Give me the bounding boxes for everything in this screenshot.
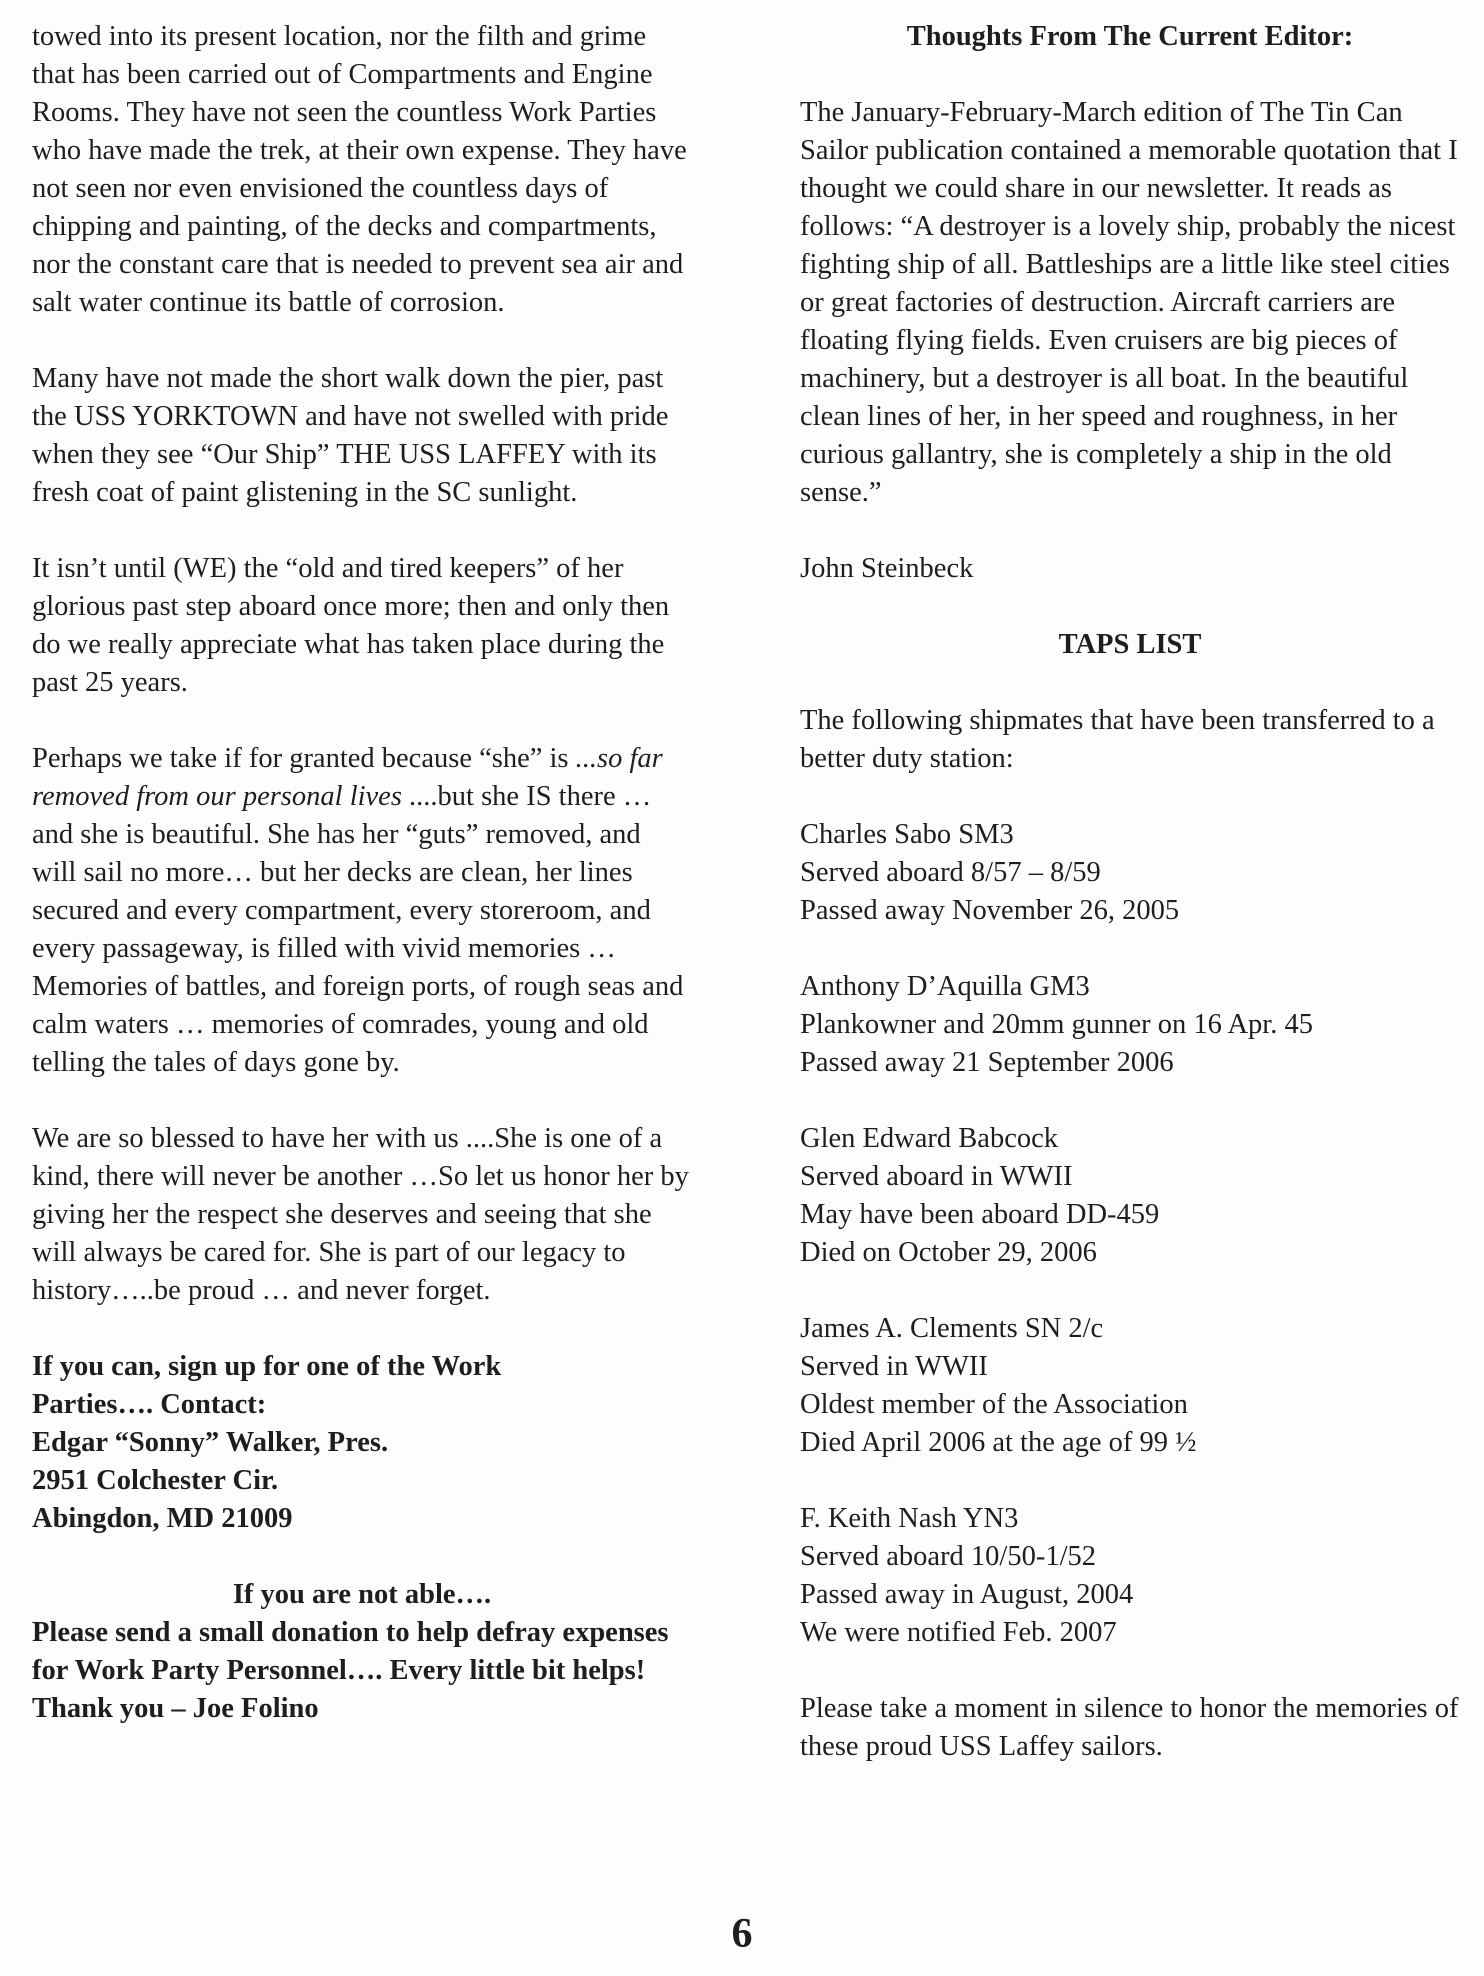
taps-heading: TAPS LIST xyxy=(1058,629,1202,660)
taps-entry-line: Passed away 21 September 2006 xyxy=(800,1047,1174,1078)
taps-entry-line: Passed away in August, 2004 xyxy=(800,1579,1134,1610)
taps-entry-line: Plankowner and 20mm gunner on 16 Apr. 45 xyxy=(800,1009,1313,1040)
taps-entry xyxy=(800,968,1460,1082)
taps-entry-line: Served in WWII xyxy=(800,1351,988,1382)
contact-line: 2951 Colchester Cir. xyxy=(32,1465,279,1496)
paragraph-keepers: It isn’t until (WE) the “old and tired keepers” of her glorious past step aboard once more; then and only then do we really appreciate what has taken place during the past 25 years. xyxy=(32,553,670,698)
taps-entry xyxy=(800,1310,1460,1462)
page-number: 6 xyxy=(731,1911,753,1957)
taps-entry xyxy=(800,816,1460,930)
donation-text: Please send a small donation to help defray expenses for Work Party Personnel…. Every little bit helps! Thank you – Joe Folino xyxy=(32,1617,695,1724)
taps-entry-line: Anthony D’Aquilla GM3 xyxy=(800,971,1090,1002)
donation-heading: If you are not able…. xyxy=(232,1579,492,1610)
closing-paragraph: Please take a moment in silence to honor the memories of these proud USS Laffey sailors. xyxy=(800,1693,1459,1762)
contact-line: Abingdon, MD 21009 xyxy=(32,1503,293,1534)
taps-entry xyxy=(800,1120,1460,1272)
taps-entry-line: Died on October 29, 2006 xyxy=(800,1237,1097,1268)
paragraph-granted-end: ....but she IS there … and she is beautiful. She has her “guts” removed, and will sail no more… but her decks are clean, her lines secured and every compartment, every storeroom, and every passageway, is filled with vivid memories … Memories of battles, and foreign ports, of rough seas and calm waters … memories of comrades, young and old telling the tales of days gone by. xyxy=(32,781,684,1078)
left-column xyxy=(32,18,695,1728)
contact-line: Edgar “Sonny” Walker, Pres. xyxy=(32,1427,389,1458)
contact-line: If you can, sign up for one of the Work xyxy=(32,1351,502,1382)
taps-intro: The following shipmates that have been transferred to a better duty station: xyxy=(800,705,1435,774)
taps-entry-line: James A. Clements SN 2/c xyxy=(800,1313,1104,1344)
taps-entry-line: Died April 2006 at the age of 99 ½ xyxy=(800,1427,1197,1458)
taps-entry-line: Glen Edward Babcock xyxy=(800,1123,1058,1154)
right-column xyxy=(800,18,1460,1766)
taps-entry-line: Served aboard 10/50-1/52 xyxy=(800,1541,1097,1572)
taps-entry-line: We were notified Feb. 2007 xyxy=(800,1617,1117,1648)
taps-entry-line: Charles Sabo SM3 xyxy=(800,819,1014,850)
taps-entry-line: Passed away November 26, 2005 xyxy=(800,895,1180,926)
paragraph-pier-walk: Many have not made the short walk down the pier, past the USS YORKTOWN and have not swelled with pride when they see “Our Ship” THE USS LAFFEY with its fresh coat of paint glistening in the SC sunlight. xyxy=(32,363,669,508)
paragraph-granted-start: Perhaps we take if for granted because “she” is xyxy=(32,743,576,774)
taps-entry-line: May have been aboard DD-459 xyxy=(800,1199,1160,1230)
editor-paragraph: The January-February-March edition of The Tin Can Sailor publication contained a memorable quotation that I thought we could share in our newsletter. It reads as follows: “A destroyer is a lovely ship, probably the nicest fighting ship of all. Battleships are a little like steel cities or great factories of destruction. Aircraft carriers are floating flying fields. Even cruisers are big pieces of machinery, but a destroyer is all boat. In the beautiful clean lines of her, in her speed and roughness, in her curious gallantry, she is completely a ship in the old sense.” xyxy=(800,97,1458,508)
paragraph-granted xyxy=(32,740,692,1082)
paragraph-restoration: towed into its present location, nor the filth and grime that has been carried out of Compartments and Engine Rooms. They have not seen the countless Work Parties who have made the trek, at their own expense. They have not seen nor even envisioned the countless days of chipping and painting, of the decks and compartments, nor the constant care that is needed to prevent sea air and salt water continue its battle of corrosion. xyxy=(32,21,687,318)
taps-entry-line: Served aboard in WWII xyxy=(800,1161,1073,1192)
taps-entry xyxy=(800,1500,1460,1652)
taps-entry-line: Served aboard 8/57 – 8/59 xyxy=(800,857,1101,888)
taps-entry-line: Oldest member of the Association xyxy=(800,1389,1188,1420)
taps-entry-line: F. Keith Nash YN3 xyxy=(800,1503,1019,1534)
donation-block xyxy=(32,1576,695,1728)
paragraph-blessed: We are so blessed to have her with us ....She is one of a kind, there will never be another …So let us honor her by giving her the respect she deserves and seeing that she will always be cared for. She is part of our legacy to history…..be proud … and never forget. xyxy=(32,1123,689,1306)
editor-heading: Thoughts From The Current Editor: xyxy=(906,21,1354,52)
paragraph-granted-italic: ...so far removed from our personal lives xyxy=(32,743,663,812)
contact-block xyxy=(32,1348,692,1538)
quote-author: John Steinbeck xyxy=(800,553,974,584)
contact-line: Parties…. Contact: xyxy=(32,1389,267,1420)
